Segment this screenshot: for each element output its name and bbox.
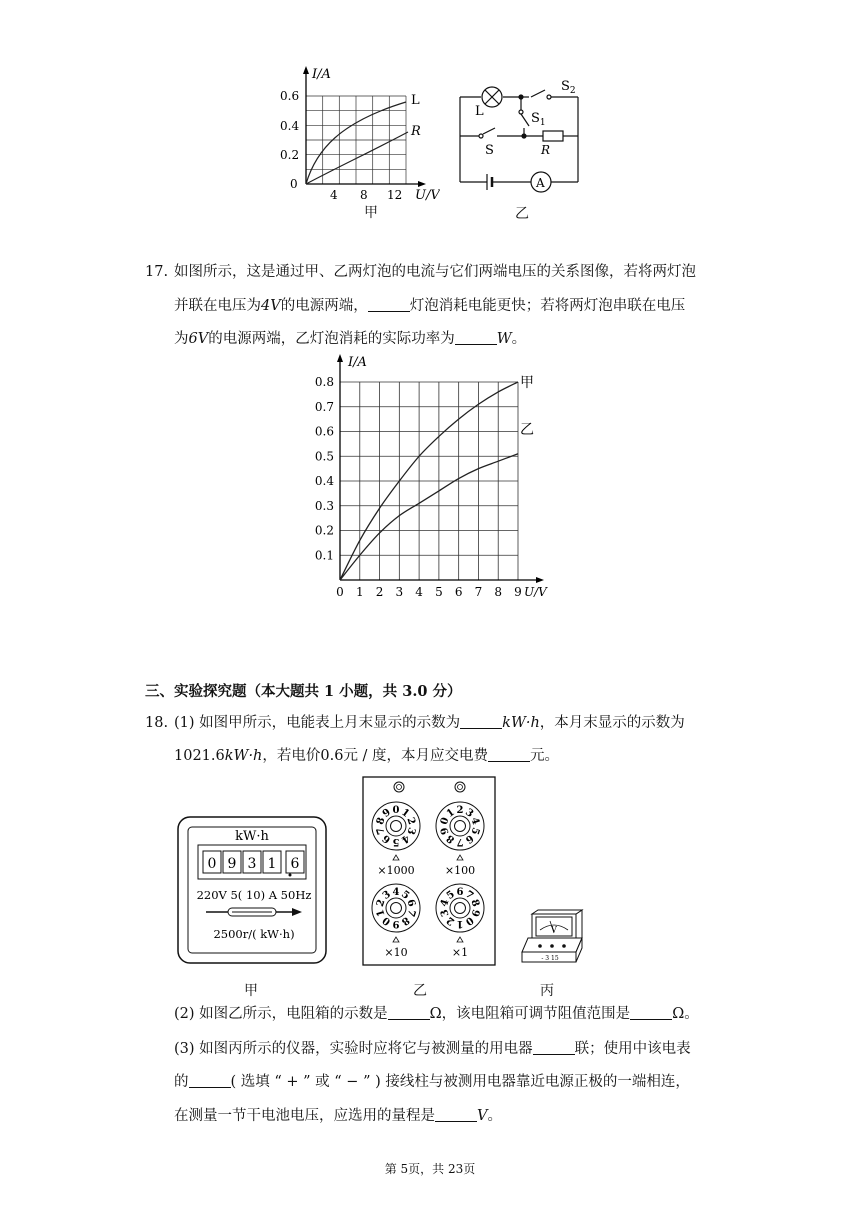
top-graph-ytick-2: 0.2 bbox=[280, 148, 300, 162]
q18-part1-line2: 1021.6kW·h，若电价0.6元 / 度，本月应交电费 元。 bbox=[174, 748, 560, 764]
y-tick-label: 0.2 bbox=[314, 523, 334, 538]
rbox-dial-digit: 2 bbox=[456, 805, 464, 816]
rbox-dial-digit: 6 bbox=[380, 832, 393, 846]
x-tick-label: 2 bbox=[375, 585, 384, 599]
page-footer: 第 5页，共 23页 bbox=[384, 1162, 476, 1176]
meter-digit-4: 1 bbox=[267, 856, 277, 872]
rbox-dial-digit: 4 bbox=[468, 816, 482, 827]
rbox-dial-digit: 3 bbox=[463, 806, 476, 820]
rbox-dial-digit: 2 bbox=[444, 914, 457, 928]
x-tick-label: 4 bbox=[415, 585, 423, 599]
y-axis-arrow bbox=[337, 354, 343, 362]
x-tick-label: 3 bbox=[395, 585, 404, 599]
rbox-dial-digit: 2 bbox=[374, 898, 388, 909]
rbox-knob-center bbox=[455, 821, 466, 832]
x-tick-label: 5 bbox=[435, 585, 443, 599]
rbox-dial-digit: 1 bbox=[456, 918, 464, 929]
rbox-dial-digit: 7 bbox=[456, 836, 464, 847]
q18-blank-5[interactable] bbox=[533, 1040, 575, 1055]
series-label-2: 乙 bbox=[520, 421, 534, 438]
q17-line-2: 并联在电压为4V的电源两端， 灯泡消耗电能更快；若将两灯泡串联在电压 bbox=[174, 298, 686, 314]
resistance-box-figure bbox=[362, 776, 496, 966]
x-tick-label: 9 bbox=[514, 585, 522, 599]
meter-constant: 2500r/( kW·h) bbox=[213, 927, 295, 941]
section-3-title: 三、实验探究题（本大题共 1 小题，共 3.0 分） bbox=[145, 683, 462, 700]
circuit-lamp-label: L bbox=[475, 104, 484, 119]
q17-number: 17. bbox=[145, 264, 169, 280]
q18-part2: (2) 如图乙所示，电阻箱的示数是 Ω，该电阻箱可调节阻值范围是 Ω。 bbox=[174, 1006, 699, 1022]
meter-caption: 甲 bbox=[244, 983, 258, 999]
q17-blank-2[interactable] bbox=[455, 330, 497, 345]
meter-digit-2: 9 bbox=[227, 856, 237, 872]
y-tick-label: 0.6 bbox=[314, 424, 334, 439]
top-graph-xtick-1: 8 bbox=[360, 188, 368, 202]
rbox-dial-digit: 6 bbox=[456, 887, 464, 898]
x-tick-label: 6 bbox=[454, 585, 463, 599]
q18-blank-6[interactable] bbox=[189, 1073, 231, 1088]
top-circuit-diagram bbox=[455, 70, 595, 200]
rbox-dial-digit: 6 bbox=[404, 898, 418, 909]
voltmeter-terminals: - 3 15 bbox=[541, 955, 559, 962]
rbox-dial-digit: 3 bbox=[438, 907, 452, 918]
rbox-dial-digit: 2 bbox=[404, 816, 418, 827]
rbox-dial-digit: 4 bbox=[392, 887, 400, 898]
top-graph-xtick-2: 12 bbox=[387, 188, 403, 202]
rbox-dial-digit: 1 bbox=[374, 907, 388, 918]
meter-unit: kW·h bbox=[235, 829, 269, 844]
circuit-s2-label: $S_2$ bbox=[561, 79, 576, 96]
x-tick-label: 7 bbox=[474, 585, 483, 599]
rbox-knob-center bbox=[391, 903, 402, 914]
rbox-label-1000: ×1000 bbox=[377, 864, 415, 877]
rbox-dial-digit: 3 bbox=[404, 825, 418, 836]
rbox-dial-digit: 7 bbox=[404, 907, 418, 918]
rbox-dial-digit: 0 bbox=[392, 805, 400, 816]
top-graph-caption: 甲 bbox=[364, 205, 378, 221]
rbox-dial-digit: 3 bbox=[380, 888, 393, 902]
q18-blank-2[interactable] bbox=[488, 747, 530, 762]
rbox-dial-digit: 5 bbox=[468, 825, 482, 836]
circuit-s1-label: $S_1$ bbox=[531, 111, 546, 128]
top-graph-ylabel: I/A bbox=[312, 67, 331, 82]
q18-part3-line1: (3) 如图丙所示的仪器，实验时应将它与被测量的用电器 联；使用中该电表 bbox=[174, 1041, 691, 1057]
rbox-dial-digit: 5 bbox=[444, 888, 457, 902]
rbox-dial-digit: 9 bbox=[392, 918, 400, 929]
meter-rating: 220V 5( 10) A 50Hz bbox=[196, 888, 312, 902]
y-tick-label: 0.3 bbox=[314, 498, 334, 513]
rbox-caption: 乙 bbox=[413, 983, 427, 999]
rbox-label-1: ×1 bbox=[451, 946, 469, 959]
voltmeter-figure bbox=[518, 908, 584, 966]
q17-blank-1[interactable] bbox=[368, 297, 410, 312]
rbox-dial-digit: 4 bbox=[399, 832, 412, 846]
rbox-dial-digit: 7 bbox=[374, 825, 388, 836]
y-tick-label: 0.5 bbox=[314, 449, 334, 464]
top-graph-xlabel: U/V bbox=[415, 188, 440, 203]
y-axis-label: I/A bbox=[348, 355, 367, 370]
rbox-dial-digit: 8 bbox=[444, 832, 457, 846]
rbox-label-10: ×10 bbox=[384, 946, 408, 959]
x-axis-label: U/V bbox=[524, 585, 547, 599]
rbox-dial-digit: 7 bbox=[463, 888, 476, 902]
series-line-2 bbox=[340, 454, 518, 580]
rbox-dial-digit: 0 bbox=[438, 816, 452, 827]
q18-blank-7[interactable] bbox=[435, 1107, 477, 1122]
x-tick-label: 1 bbox=[355, 585, 364, 599]
x-tick-label: 0 bbox=[336, 585, 344, 599]
rbox-dial-digit: 9 bbox=[468, 907, 482, 918]
rbox-label-100: ×100 bbox=[444, 864, 476, 877]
y-tick-label: 0.8 bbox=[314, 375, 334, 389]
voltmeter-caption: 丙 bbox=[540, 983, 554, 999]
top-graph-ytick-0: 0.6 bbox=[280, 89, 300, 103]
rbox-knob-center bbox=[391, 821, 402, 832]
rbox-knob-center bbox=[455, 903, 466, 914]
q17-iu-chart bbox=[300, 352, 560, 610]
top-circuit-caption: 乙 bbox=[515, 206, 529, 222]
circuit-resistor-label: R bbox=[541, 143, 551, 157]
meter-digit-1: 0 bbox=[207, 856, 217, 872]
voltmeter-symbol: V bbox=[551, 925, 557, 934]
rbox-dial-digit: 6 bbox=[463, 832, 476, 846]
q18-blank-3[interactable] bbox=[388, 1005, 430, 1020]
top-graph-ytick-1: 0.4 bbox=[280, 119, 300, 133]
electricity-meter-figure bbox=[176, 815, 328, 965]
top-graph-ytick-3: 0 bbox=[290, 177, 298, 191]
circuit-s-label: S bbox=[485, 143, 494, 158]
q18-part3-line2: 的 ( 选填 “ + ” 或 “ − ” ) 接线柱与被测用电器靠近电源正极的一端相连， bbox=[174, 1074, 690, 1090]
rbox-dial-digit: 8 bbox=[468, 898, 482, 909]
rbox-dial-digit: 0 bbox=[463, 914, 476, 928]
top-iu-graph bbox=[280, 62, 440, 208]
rbox-dial-digit: 4 bbox=[438, 898, 452, 909]
rbox-dial-digit: 5 bbox=[399, 888, 412, 902]
q18-part3-line3: 在测量一节干电池电压，应选用的量程是 V。 bbox=[174, 1108, 502, 1124]
y-tick-label: 0.7 bbox=[314, 399, 334, 414]
x-tick-label: 8 bbox=[494, 585, 503, 599]
series-label-1: 甲 bbox=[520, 375, 534, 391]
curve-label-r: R bbox=[411, 124, 421, 139]
rbox-dial-digit: 5 bbox=[392, 836, 400, 847]
rbox-dial-digit: 1 bbox=[444, 806, 457, 820]
rbox-dial-digit: 0 bbox=[380, 914, 393, 928]
rbox-dial-digit: 9 bbox=[380, 806, 393, 820]
circuit-ammeter-label: A bbox=[536, 176, 545, 190]
curve-label-l: L bbox=[411, 93, 420, 108]
top-graph-xtick-0: 4 bbox=[330, 188, 338, 202]
q18-blank-1[interactable] bbox=[460, 714, 502, 729]
q18-part1-line1: (1) 如图甲所示，电能表上月末显示的示数为 kW·h，本月末显示的示数为 bbox=[174, 715, 685, 731]
x-axis-arrow bbox=[536, 577, 544, 583]
q17-line-3: 为6V的电源两端，乙灯泡消耗的实际功率为 W。 bbox=[174, 331, 527, 347]
y-tick-label: 0.4 bbox=[314, 474, 334, 488]
rbox-dial-digit: 9 bbox=[438, 825, 452, 836]
rbox-dial-digit: 8 bbox=[399, 914, 412, 928]
q17-line-1: 如图所示，这是通过甲、乙两灯泡的电流与它们两端电压的关系图像，若将两灯泡 bbox=[174, 264, 696, 280]
rbox-dial-digit: 1 bbox=[399, 806, 412, 820]
rbox-dial-digit: 8 bbox=[374, 816, 388, 827]
q18-number: 18. bbox=[145, 715, 169, 731]
meter-digit-5: 6 bbox=[290, 856, 300, 872]
q18-blank-4[interactable] bbox=[630, 1005, 672, 1020]
y-tick-label: 0.1 bbox=[314, 548, 334, 563]
meter-digit-3: 3 bbox=[247, 856, 257, 872]
